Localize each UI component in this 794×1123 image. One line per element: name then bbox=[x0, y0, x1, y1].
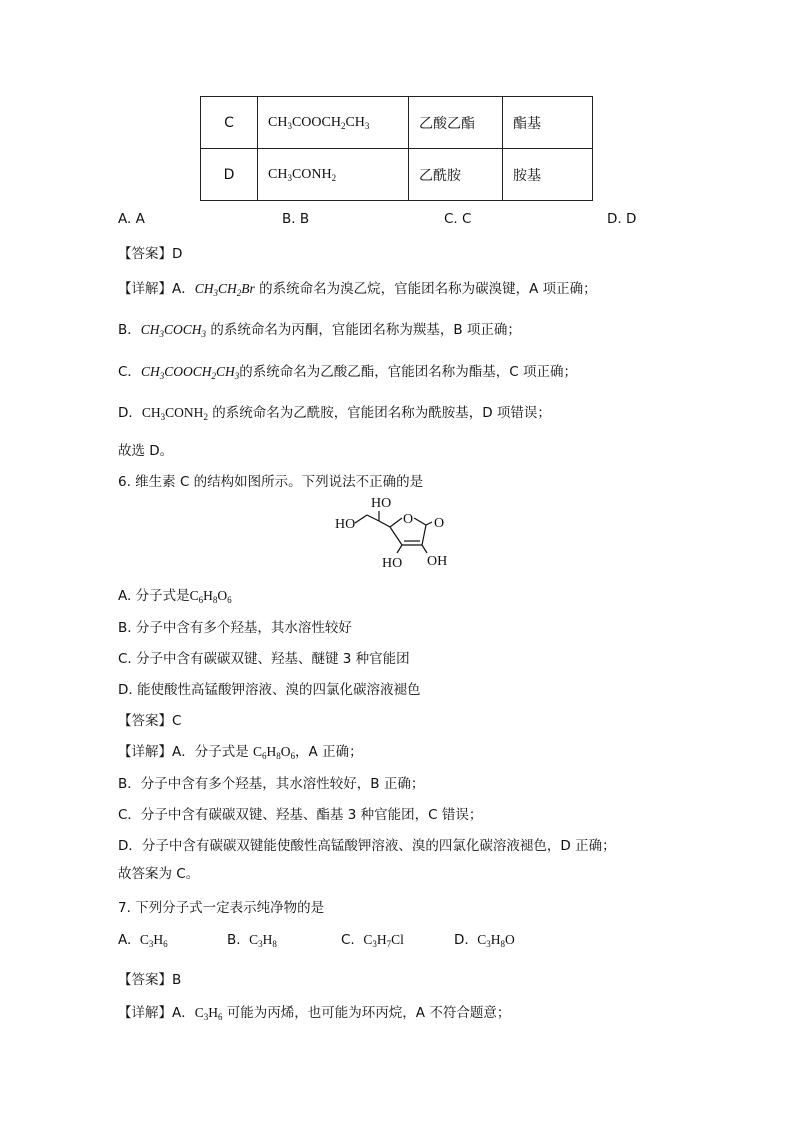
q7-option-b: B. $C_3H_8$ bbox=[227, 932, 277, 949]
label-ho-left: HO bbox=[335, 517, 356, 532]
q7-answer: 【答案】B bbox=[118, 972, 182, 988]
q7-option-a: A. $C_3H_6$ bbox=[118, 932, 168, 949]
q5-detail-b: B．$CH_3COCH_3$ 的系统命名为丙酮，官能团名称为羰基，B 项正确； bbox=[118, 322, 521, 339]
q6-answer: 【答案】C bbox=[118, 713, 182, 729]
q5-option-c: C. C bbox=[444, 211, 472, 227]
table-cell-formula: $CH_3CONH_2$ bbox=[258, 149, 409, 201]
q5-answer: 【答案】D bbox=[118, 246, 183, 262]
q7-option-d: D. $C_3H_8O$ bbox=[454, 932, 515, 949]
q6-option-a: A. 分子式是$C_6H_8O_6$ bbox=[118, 588, 232, 605]
q5-option-a: A. A bbox=[118, 211, 145, 227]
table-cell-name: 乙酰胺 bbox=[409, 149, 503, 201]
label-oh-bottom: OH bbox=[427, 554, 448, 569]
label-ho-bottom: HO bbox=[382, 556, 403, 571]
q6-detail-a: 【详解】A．分子式是 $C_6H_8O_6$，A 正确； bbox=[118, 744, 363, 761]
answer-table bbox=[200, 96, 593, 201]
label-ho-top: HO bbox=[371, 496, 392, 511]
q5-option-b: B. B bbox=[282, 211, 310, 227]
q7-stem: 7. 下列分子式一定表示纯净物的是 bbox=[118, 900, 325, 916]
q5-detail-a: 【详解】A．$CH_3CH_2Br$ 的系统命名为溴乙烷，官能团名称为碳溴键，A 项正确； bbox=[118, 281, 597, 298]
table-cell-letter: D bbox=[201, 149, 258, 201]
q6-option-b: B. 分子中含有多个羟基，其水溶性较好 bbox=[118, 620, 352, 636]
q6-detail-b: B．分子中含有多个羟基，其水溶性较好，B 正确； bbox=[118, 776, 425, 792]
q6-conclusion: 故答案为 C。 bbox=[118, 866, 200, 882]
table-cell-group: 胺基 bbox=[503, 149, 593, 201]
table-row bbox=[201, 149, 593, 201]
q6-detail-c: C．分子中含有碳碳双键、羟基、酯基 3 种官能团，C 错误； bbox=[118, 807, 483, 823]
q6-option-c: C. 分子中含有碳碳双键、羟基、醚键 3 种官能团 bbox=[118, 651, 410, 667]
table-cell-group: 酯基 bbox=[503, 97, 593, 149]
q6-stem: 6. 维生素 C 的结构如图所示。下列说法不正确的是 bbox=[118, 474, 424, 490]
q6-detail-d: D．分子中含有碳碳双键能使酸性高锰酸钾溶液、溴的四氯化碳溶液褪色，D 正确； bbox=[118, 838, 616, 854]
vitamin-c-structure bbox=[330, 493, 465, 573]
q6-option-d: D. 能使酸性高锰酸钾溶液、溴的四氯化碳溶液褪色 bbox=[118, 682, 421, 698]
q5-detail-c: C．$CH_3COOCH_2CH_3$的系统命名为乙酸乙酯，官能团名称为酯基，C 项正确； bbox=[118, 364, 577, 381]
label-o-carbonyl: O bbox=[434, 516, 445, 531]
q5-detail-d: D．$CH_3CONH_2$ 的系统命名为乙酰胺，官能团名称为酰胺基，D 项错误； bbox=[118, 405, 551, 422]
label-o-ring: O bbox=[403, 512, 414, 527]
table-row bbox=[201, 97, 593, 149]
table-cell-formula: $CH_3COOCH_2CH_3$ bbox=[258, 97, 409, 149]
q7-option-c: C. $C_3H_7Cl$ bbox=[341, 932, 404, 949]
q5-conclusion: 故选 D。 bbox=[118, 443, 174, 459]
q5-option-d: D. D bbox=[607, 211, 637, 227]
table-cell-letter: C bbox=[201, 97, 258, 149]
q7-detail-a: 【详解】A．$C_3H_6$ 可能为丙烯，也可能为环丙烷，A 不符合题意； bbox=[118, 1005, 511, 1022]
table-cell-name: 乙酸乙酯 bbox=[409, 97, 503, 149]
